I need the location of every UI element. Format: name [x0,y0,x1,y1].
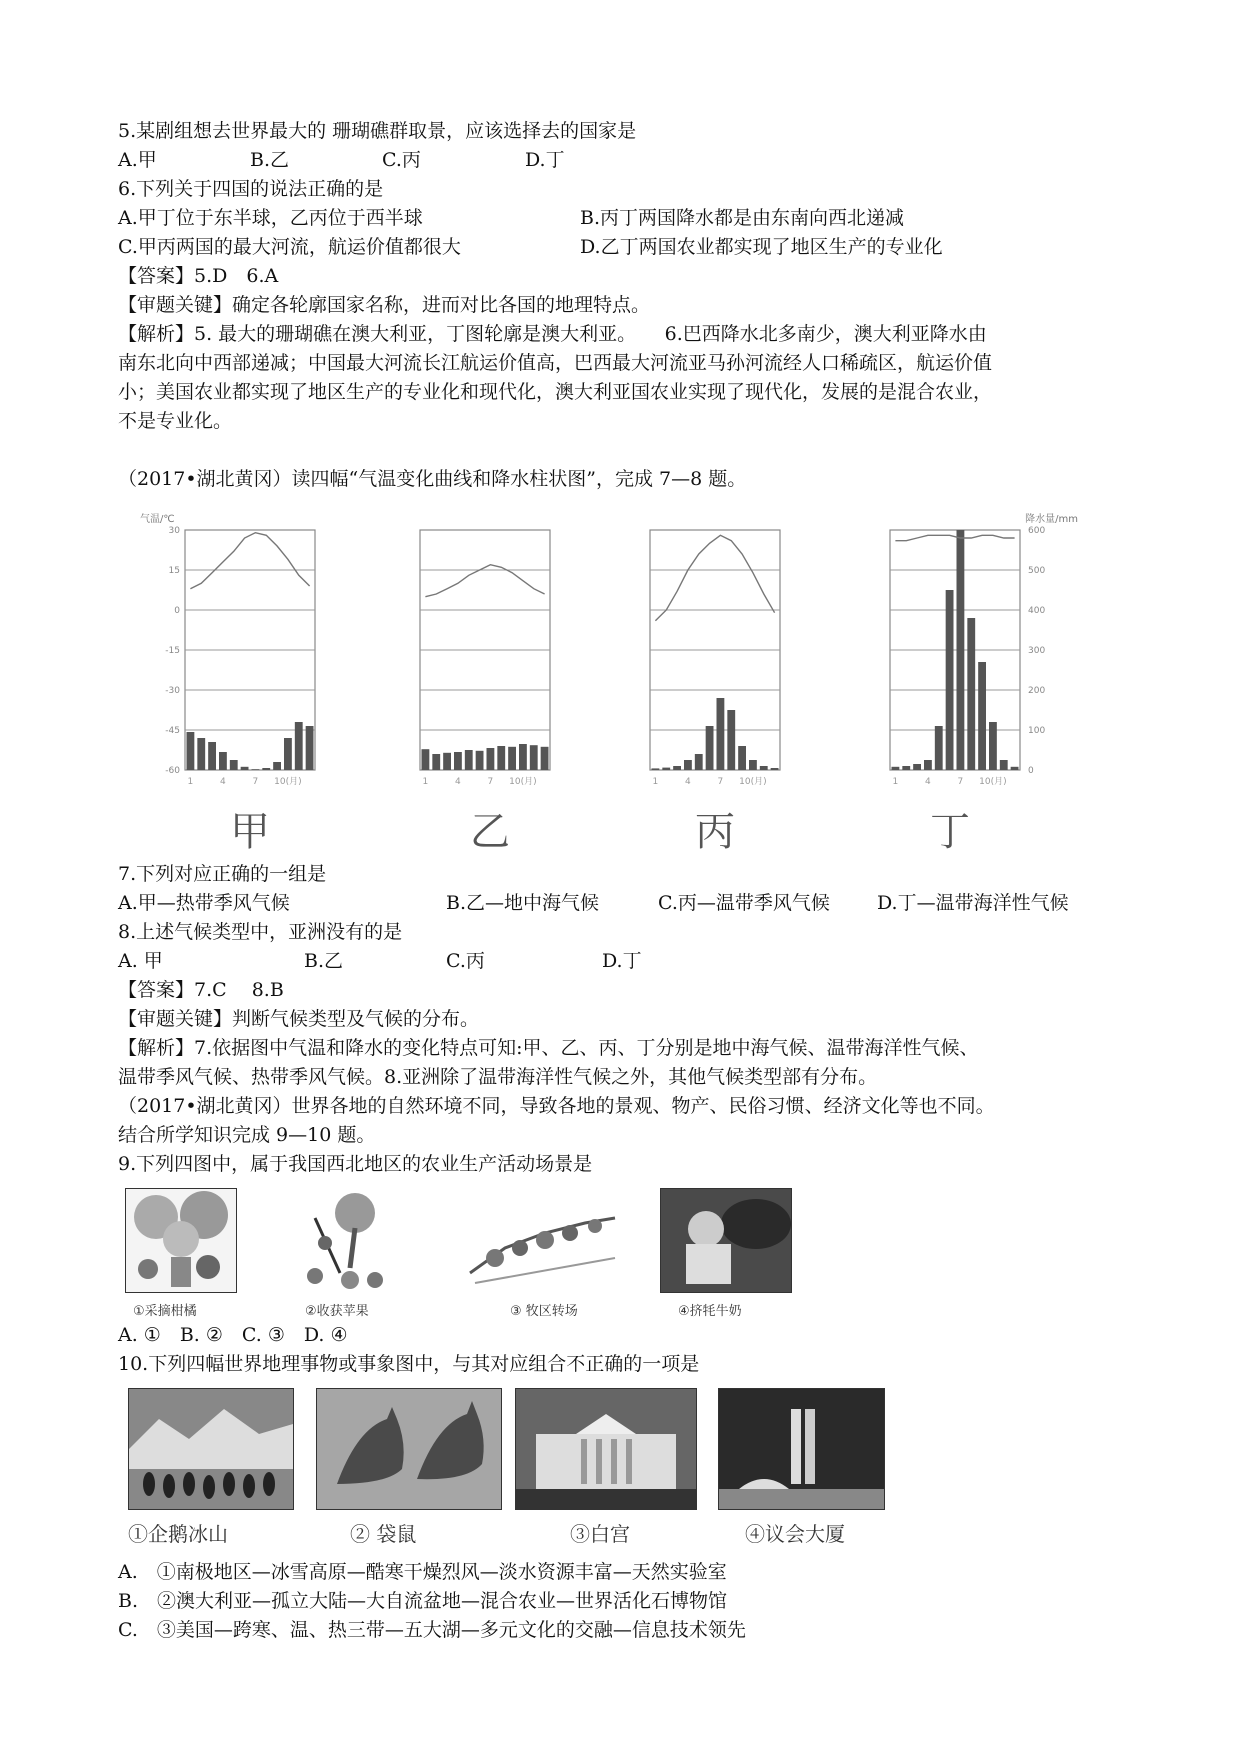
precip-bar [673,766,681,770]
precip-bar [957,530,965,770]
precip-bar [530,745,538,770]
precip-bar [284,738,292,770]
q5-option-a: A.甲 [118,149,157,171]
precip-bar [662,768,670,770]
q10-caption-1: ①企鹅冰山 [128,1522,228,1546]
left-axis-label: 气温/℃ [140,514,175,525]
key-7-8: 【审题关键】判断气候类型及气候的分布。 [118,1008,480,1030]
analysis-7-8-line2: 温带季风气候、热带季风气候。8.亚洲除了温带海洋性气候之外，其他气候类型部有分布。 [118,1066,878,1088]
precip-tick-label: 300 [1028,646,1046,656]
month-tick-label: 4 [455,777,461,787]
precip-bar [946,590,954,770]
month-tick-label: 1 [892,777,899,787]
temp-tick-label: -45 [165,726,180,736]
precip-bar [913,764,921,770]
q6-stem: 6.下列关于四国的说法正确的是 [118,178,384,200]
precip-bar [760,766,768,770]
picture-kangaroo [316,1388,502,1510]
q5-option-b: B.乙 [250,149,290,171]
month-tick-label: 10(月) [739,777,767,787]
precip-tick-label: 200 [1028,686,1046,696]
chart-label-jia: 甲 [230,809,270,855]
precip-tick-label: 400 [1028,606,1046,616]
month-tick-label: 4 [925,777,931,787]
q7-option-d: D.丁—温带海洋性气候 [877,892,1069,914]
month-tick-label: 7 [252,777,259,787]
q10-option-b: B. ②澳大利亚—孤立大陆—大自流盆地—混合农业—世界活化石博物馆 [118,1590,728,1612]
month-tick-label: 7 [957,777,964,787]
q9-caption-1: ①采摘柑橘 [133,1304,197,1319]
q6-option-a: A.甲丁位于东半球，乙丙位于西半球 [118,207,423,229]
q10-caption-2: ② 袋鼠 [350,1522,417,1546]
precip-bar [892,767,900,770]
precip-bar [924,760,932,770]
chart-label-yi: 乙 [470,809,510,855]
temperature-line [895,535,1014,540]
analysis-5-6-line3: 小；美国农业都实现了地区生产的专业化和现代化，澳大利亚国农业实现了现代化，发展的是混合农业， [118,381,993,403]
precip-bar [197,738,205,770]
q10-stem: 10.下列四幅世界地理事物或事象图中，与其对应组合不正确的一项是 [118,1353,700,1375]
picture-yak-milking [660,1188,792,1293]
intro-9-10-line2: 结合所学知识完成 9—10 题。 [118,1124,376,1146]
picture-penguin-iceberg [128,1388,294,1510]
precip-bar [219,752,227,770]
q7-stem: 7.下列对应正确的一组是 [118,863,327,885]
precip-bar [695,754,703,770]
q10-option-a: A. ①南极地区—冰雪高原—酷寒干燥烈风—淡水资源丰富—天然实验室 [118,1561,727,1583]
precip-bar [738,746,746,770]
q7-option-c: C.丙—温带季风气候 [658,892,830,914]
q10-caption-4: ④议会大厦 [745,1522,845,1546]
analysis-5-6-line4: 不是专业化。 [118,410,233,432]
q8-option-b: B.乙 [304,950,344,972]
temperature-line [190,533,309,589]
picture-apple-harvest [295,1188,395,1291]
precip-bar [717,698,725,770]
precip-bar [443,753,451,770]
q10-option-c: C. ③美国—跨寒、温、热三带—五大湖—多元文化的交融—信息技术领先 [118,1619,746,1641]
precip-bar [497,746,505,770]
precip-bar [454,752,462,770]
q7-option-a: A.甲—热带季风气候 [118,892,290,914]
q9-stem: 9.下列四图中，属于我国西北地区的农业生产活动场景是 [118,1153,593,1175]
month-tick-label: 1 [422,777,429,787]
temp-tick-label: -30 [165,686,180,696]
precip-bar [432,754,440,770]
precip-bar [187,732,195,770]
q6-option-c: C.甲丙两国的最大河流，航运价值都很大 [118,236,461,258]
precip-tick-label: 600 [1028,526,1046,536]
month-tick-label: 1 [187,777,194,787]
temp-tick-label: -15 [165,646,180,656]
temp-tick-label: -60 [165,766,180,776]
precip-bar [541,747,549,770]
q10-caption-3: ③白宫 [570,1522,630,1546]
precip-bar [978,662,986,770]
chart-label-ding: 丁 [930,809,970,855]
precip-tick-label: 500 [1028,566,1046,576]
month-tick-label: 1 [652,777,659,787]
climate-charts-svg [140,510,1080,810]
precip-bar [487,748,495,770]
precip-bar [684,760,692,770]
precip-bar [306,726,314,770]
picture-white-house [515,1388,697,1510]
intro-7-8: （2017•湖北黄冈）读四幅“气温变化曲线和降水柱状图”，完成 7—8 题。 [118,468,747,490]
analysis-7-8-line1: 【解析】7.依据图中气温和降水的变化特点可知:甲、乙、丙、丁分别是地中海气候、温带海洋性气候、 [118,1037,979,1059]
month-tick-label: 10(月) [979,777,1007,787]
q5-option-c: C.丙 [382,149,421,171]
precip-bar [476,751,484,770]
intro-9-10-line1: （2017•湖北黄冈）世界各地的自然环境不同，导致各地的景观、物产、民俗习惯、经济文化等也不同。 [118,1095,995,1117]
precip-bar [902,766,910,770]
picture-orange-picking [125,1188,237,1293]
month-tick-label: 7 [717,777,724,787]
precip-bar [749,760,757,770]
precip-bar [967,618,975,770]
precip-bar [1011,767,1019,770]
temp-tick-label: 0 [174,606,180,616]
q6-option-b: B.丙丁两国降水都是由东南向西北递减 [580,207,905,229]
q5-option-d: D.丁 [525,149,565,171]
analysis-5-6-line2: 南东北向中西部递减；中国最大河流长江航运价值高，巴西最大河流亚马孙河流经人口稀疏区，航运价值 [118,352,993,374]
precip-bar [273,762,281,770]
month-tick-label: 10(月) [509,777,537,787]
temp-tick-label: 15 [168,566,180,576]
precip-bar [208,742,216,770]
answer-5-6: 【答案】5.D 6.A [118,265,279,287]
precip-bar [465,750,473,770]
precip-bar [295,722,303,770]
precip-bar [422,749,430,770]
precip-bar [519,744,527,770]
month-tick-label: 7 [487,777,494,787]
analysis-5-6-line1: 【解析】5. 最大的珊瑚礁在澳大利亚，丁图轮廓是澳大利亚。 6.巴西降水北多南少，澳大利亚降水由 [118,323,987,345]
q9-options: A. ① B. ② C. ③ D. ④ [118,1324,348,1346]
precip-bar [727,710,735,770]
precip-bar [1000,760,1008,770]
precip-bar [262,768,270,770]
q8-option-c: C.丙 [446,950,485,972]
temperature-line [655,535,774,620]
climate-charts [140,510,1080,810]
chart-label-bing: 丙 [695,809,735,855]
key-5-6: 【审题关键】确定各轮廓国家名称，进而对比各国的地理特点。 [118,294,651,316]
q9-caption-2: ②收获苹果 [305,1304,369,1319]
precip-bar [652,768,660,770]
precip-bar [241,767,249,770]
q8-option-d: D.丁 [602,950,642,972]
q7-option-b: B.乙—地中海气候 [446,892,600,914]
answer-7-8: 【答案】7.C 8.B [118,979,284,1001]
temp-tick-label: 30 [168,526,180,536]
q9-caption-4: ④挤牦牛奶 [678,1304,742,1319]
picture-parliament [718,1388,885,1510]
precip-bar [230,760,238,770]
month-tick-label: 4 [685,777,691,787]
precip-bar [252,769,260,770]
q5-stem: 5.某剧组想去世界最大的 珊瑚礁群取景，应该选择去的国家是 [118,120,637,142]
q9-caption-3: ③ 牧区转场 [510,1304,578,1319]
q6-option-d: D.乙丁两国农业都实现了地区生产的专业化 [580,236,943,258]
month-tick-label: 4 [220,777,226,787]
precip-bar [508,747,516,770]
precip-tick-label: 100 [1028,726,1046,736]
precip-tick-label: 0 [1028,766,1034,776]
q8-option-a: A. 甲 [118,950,163,972]
right-axis-label: 降水量/mm [1025,514,1078,525]
precip-bar [935,726,943,770]
precip-bar [989,722,997,770]
month-tick-label: 10(月) [274,777,302,787]
picture-pasture-migration [465,1188,625,1291]
precip-bar [706,726,714,770]
q8-stem: 8.上述气候类型中，亚洲没有的是 [118,921,403,943]
precip-bar [771,768,779,770]
